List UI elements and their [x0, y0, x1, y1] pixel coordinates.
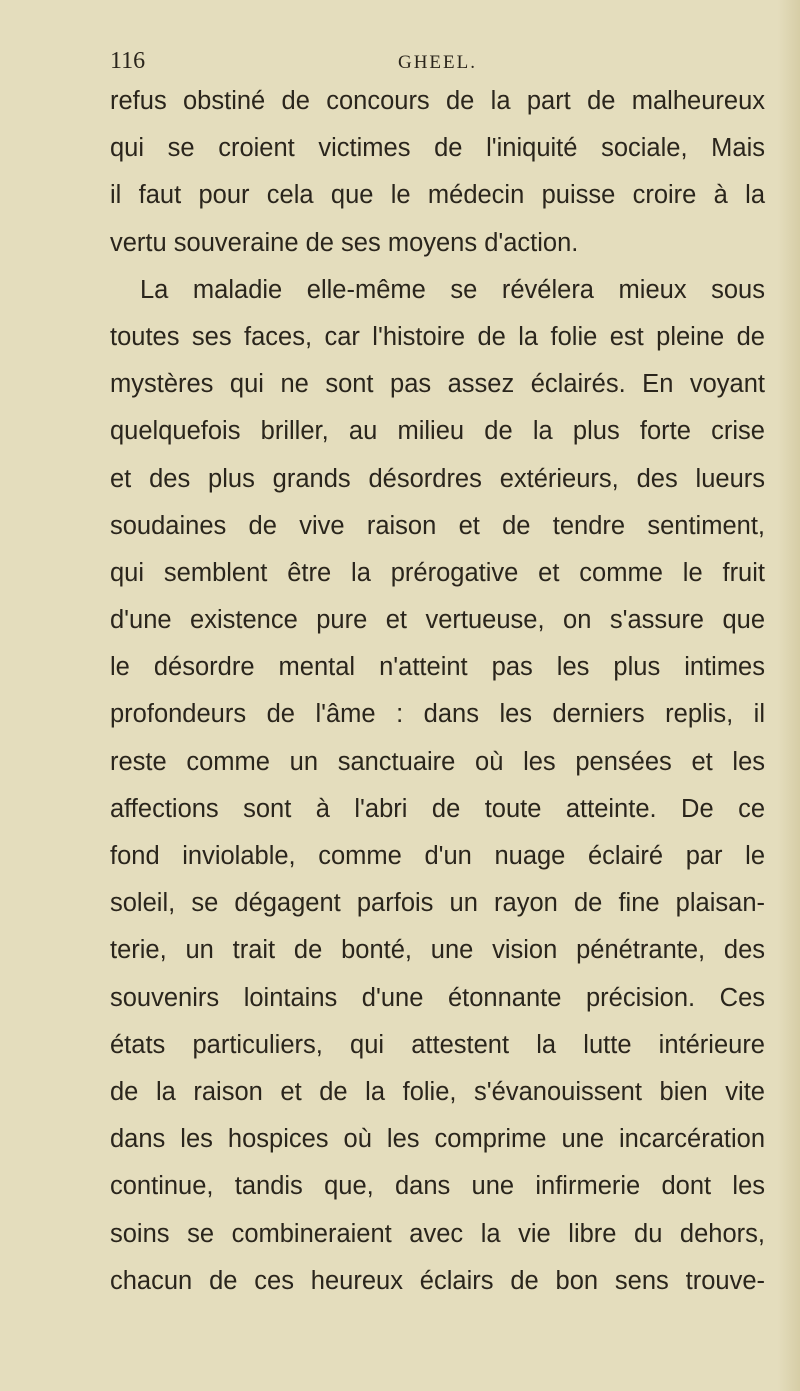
text-line: dans les hospices où les comprime une incarcération [110, 1125, 765, 1154]
text-line: et des plus grands désordres extérieurs, des lueurs [110, 464, 765, 493]
text-line: d'une existence pure et vertueuse, on s'assure que [110, 606, 765, 635]
body-text [110, 78, 765, 1305]
text-line: de la raison et de la folie, s'évanouissent bien vite [110, 1077, 765, 1106]
running-header [110, 48, 765, 82]
text-line: soudaines de vive raison et de tendre sentiment, [110, 511, 765, 540]
text-line: chacun de ces heureux éclairs de bon sens trouve- [110, 1266, 765, 1295]
text-line: il faut pour cela que le médecin puisse croire à la [110, 181, 765, 210]
text-line: fond inviolable, comme d'un nuage éclairé par le [110, 842, 765, 870]
text-line: refus obstiné de concours de la part de malheureux [110, 87, 765, 115]
text-line: continue, tandis que, dans une infirmerie dont les [110, 1172, 765, 1201]
page-edge-shadow [778, 0, 800, 1391]
text-line: terie, un trait de bonté, une vision pénétrante, des [110, 936, 765, 965]
text-line: vertu souveraine de ses moyens d'action. [110, 228, 579, 257]
text-line: soins se combineraient avec la vie libre du dehors, [110, 1219, 765, 1248]
text-line: états particuliers, qui attestent la lutte intérieure [110, 1030, 765, 1059]
text-line: reste comme un sanctuaire où les pensées et les [110, 747, 765, 776]
text-line: qui semblent être la prérogative et comme le fruit [110, 558, 765, 587]
text-line: mystères qui ne sont pas assez éclairés. En voyant [110, 370, 765, 399]
text-line: quelquefois briller, au milieu de la plus forte crise [110, 417, 765, 446]
text-line: le désordre mental n'atteint pas les plus intimes [110, 653, 765, 682]
text-line: La maladie elle-même se révélera mieux sous [140, 275, 765, 304]
text-line: soleil, se dégagent parfois un rayon de fine plaisan- [110, 889, 765, 918]
text-line: toutes ses faces, car l'histoire de la folie est pleine de [110, 322, 765, 351]
text-line: affections sont à l'abri de toute atteinte. De ce [110, 794, 765, 823]
page-number: 116 [110, 48, 146, 74]
running-title: GHEEL. [397, 52, 477, 73]
text-line: profondeurs de l'âme : dans les derniers replis, il [110, 700, 765, 729]
text-line: qui se croient victimes de l'iniquité sociale, Mais [110, 134, 765, 163]
text-line: souvenirs lointains d'une étonnante précision. Ces [110, 983, 765, 1012]
